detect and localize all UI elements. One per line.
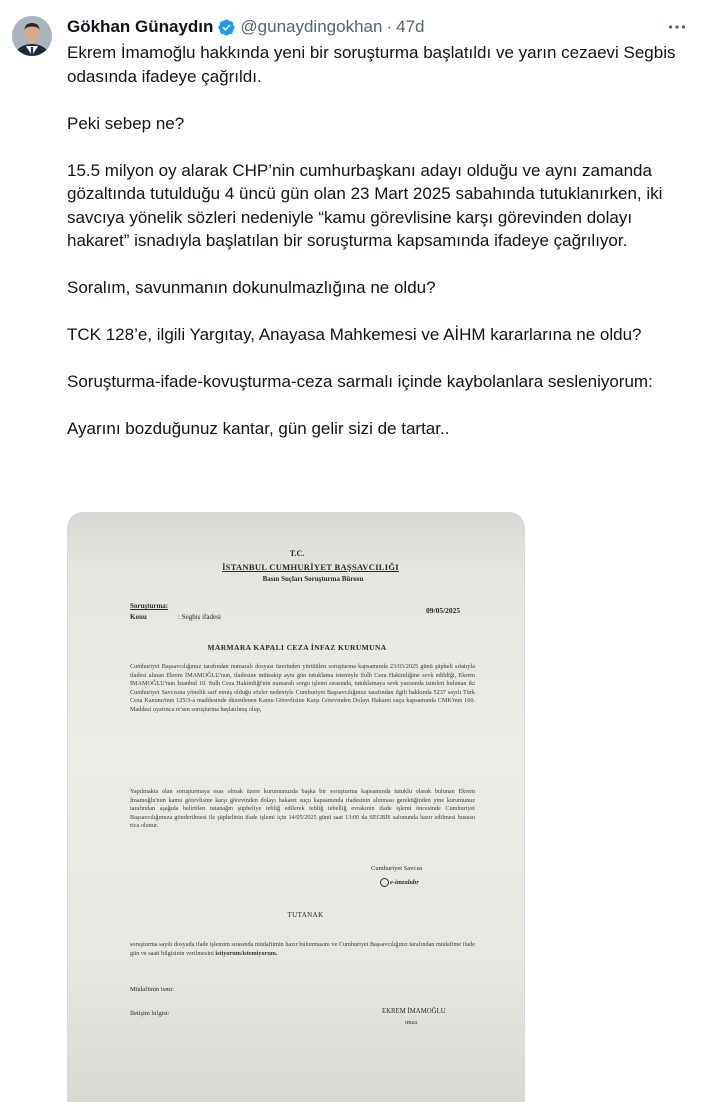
doc-paragraph: Yapılmakta olan soruşturmaya esas olmak üzere kurumunuzda başka bir soruşturma kapsamında tutuklu olarak bulunan Ekrem İmamoğlu'nun kamu görevlisine karşı görevinden dolayı hakaret suçu kapsamında ifadesinin alınması gerektiğinden yine kurumunuz tarafından aşağıda belirtilen tutanağın şüpheliye tebliğ edilerek tebliğ tebelliğ evrakının ifade işlemi öncesinde Cumhuriyet Başsavcılığımıza gönderilmesi ile şüphelinin ifade işlemi için 14/05/2025 günü saat 13:00 da SEGBİS salonunda hazır edilmesi hususu rica olunur. [130, 788, 475, 830]
author-name[interactable]: Gökhan Günaydın [67, 17, 214, 36]
doc-paragraph3-text: soruşturma sayılı dosyada ifade işlemim sırasında müdafiimin hazır bulunmasını ve Cumhuriyet Başsavcılığınız tarafından müdafime ifade gün ve saati bilgisinin verilmesini [130, 941, 475, 957]
doc-paragraph3-choice: istiyorum/istemiyorum. [215, 949, 278, 957]
tweet-media-photo[interactable] [67, 512, 525, 1102]
doc-signer: Cumhuriyet Savcısı [371, 865, 423, 872]
doc-bureau: Basın Suçları Soruşturma Bürosu [262, 575, 364, 583]
doc-subject-value: : Segbis ifadesi [178, 613, 221, 621]
doc-office: İSTANBUL CUMHURİYET BAŞSAVCILIĞI [222, 562, 399, 572]
tweet-paragraph: TCK 128’e, ilgili Yargıtay, Anayasa Mahkemesi ve AİHM kararlarına ne oldu? [67, 325, 642, 344]
doc-paragraph [130, 941, 475, 958]
doc-signature-label: imza [405, 1019, 418, 1026]
separator-dot: · [386, 17, 393, 36]
tweet-paragraph: Peki sebep ne? [67, 113, 185, 133]
doc-investigation-label: Soruşturma: [130, 602, 169, 610]
doc-tutanak: TUTANAK [287, 911, 324, 919]
tweet-header [67, 16, 425, 38]
doc-esignature: e-imzalıdır [390, 879, 419, 886]
tweet-paragraph: Soruşturma-ifade-kovuşturma-ceza sarmalı içinde kaybolanlara sesleniyorum: [67, 372, 653, 391]
doc-contact-label: İletişim bilgisi: [130, 1010, 170, 1017]
author-handle[interactable]: @gunaydingokhan [240, 17, 383, 36]
doc-date: 09/05/2025 [426, 606, 461, 615]
doc-tc: T.C. [289, 549, 305, 558]
tweet-paragraph: Ayarını bozduğunuz kantar, gün gelir sizi de tartar.. [67, 419, 450, 438]
tweet-paragraph: 15.5 milyon oy alarak CHP’nin cumhurbaşkanı adayı olduğu ve aynı zamanda gözaltında tutulduğu 4 üncü gün olan 23 Mart 2025 sabahında tutuklanırken, iki savcıya yönelik sözleri nedeniyle “kamu görevlisine karşı görevinden dolayı hakaret” isnadıyla başlatılan bir soruşturma kapsamında ifadeye çağrılıyor. [67, 160, 663, 250]
doc-suspect-name: EKREM İMAMOĞLU [382, 1008, 446, 1015]
avatar[interactable] [12, 16, 52, 56]
verified-badge-icon [217, 18, 236, 37]
tweet-paragraph: Ekrem İmamoğlu hakkında yeni bir soruşturma başlatıldı ve yarın cezaevi Segbis odasında ifadeye çağrıldı. [67, 43, 676, 86]
tweet-paragraph: Soralım, savunmanın dokunulmazlığına ne oldu? [67, 278, 436, 297]
doc-lawyer-label: Müdafiinin ismi: [130, 986, 174, 993]
tweet-text [67, 41, 692, 441]
document-photo [68, 513, 525, 1102]
doc-subject-label: Konu [130, 613, 147, 621]
esignature-seal-icon [380, 878, 389, 887]
avatar-image [12, 16, 52, 56]
timestamp[interactable]: 47d [396, 17, 425, 36]
doc-paragraph: Cumhuriyet Başsavcılığımız tarafından numaralı dosyası üzerinden yürütülen soruşturma kapsamında 23/03/2025 günü şüpheli sıfatıyla ifadesi alınan Ekrem İMAMOĞLU'nun, ifadesine müteakip aynı gün tutuklama istemiyle Sulh Ceza Hakimliğine sevk edildiği, Ekrem İMAMOĞLU'nun İstanbul 10. Sulh Ceza Hakimliği'nin numaralı sorgu işlemi sırasında, tutuklamaya sevk yazısında isimleri bulunan iki Cumhuriyet Savcısına yönelik sarf etmiş olduğu sözler nedeniyle Cumhuriyet Başsavcılığımız tarafından ilgili hakkında 5237 sayılı Türk Ceza Kanunu'nun 125/3-a maddesinde düzenlenen Kamu Görevlisine Karşı Görevinden Dolayı Hakaret suçu kapsamında CMK'nun 160. Maddesi uyarınca re'sen soruşturma başlatılmış olup, [130, 663, 475, 713]
more-options-icon[interactable] [664, 16, 690, 38]
doc-addressee: MARMARA KAPALI CEZA İNFAZ KURUMUNA [207, 643, 387, 652]
